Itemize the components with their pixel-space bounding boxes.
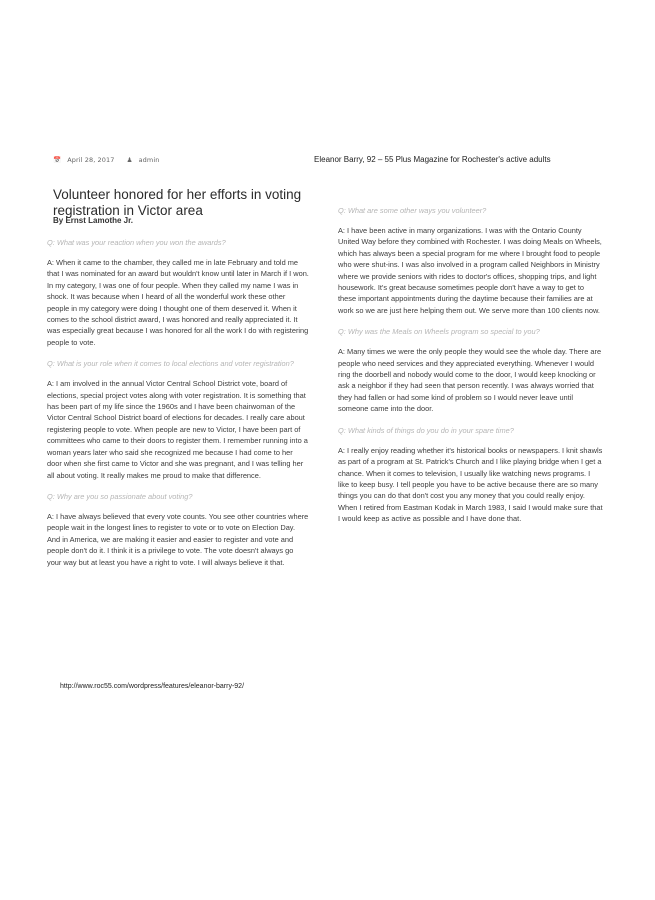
- question: Q: What kinds of things do you do in your spare time?: [338, 425, 514, 435]
- post-author: admin: [138, 156, 160, 164]
- article-byline: By Ernst Lamothe Jr.: [53, 216, 134, 225]
- article-title: Volunteer honored for her efforts in voting registration in Victor area: [53, 187, 302, 219]
- left-column: [47, 237, 309, 578]
- question: Q: What is your role when it comes to local elections and voter registration?: [47, 359, 294, 369]
- post-meta: [53, 156, 165, 164]
- answer: A: I am involved in the annual Victor Central School District vote, board of elections, special project votes along with voter registration. It is something that has been part of my life since the 1960s and I have been chairwoman of the Victor Central School District board of elections for decades. I really care about registering people to vote. When people are new to Victor, I have been part of committees who came to their doors to register them. I remember running into a woman years later who said she recognized me because I had come to her door when she first came to Victor and she was pregnant, and I was telling her all about voting. It really makes me proud to make that difference.: [47, 379, 308, 480]
- source-url: http://www.roc55.com/wordpress/features/eleanor-barry-92/: [60, 683, 245, 690]
- post-date: April 28, 2017: [67, 156, 115, 164]
- answer: A: When it came to the chamber, they called me in late February and told me that I was nominated for an award but wouldn't know until later in March if I won. In my category, I was one of four people. When they called my name I was in shock. It was because when I heard of all the wonderful work these other people in my category were doing I thought one of them deserved it. When it comes to the school district award, I was honored and really appreciated it. It was especially great because I was honored for all the work I do with registering people to vote.: [47, 258, 309, 347]
- answer: A: Many times we were the only people they would see the whole day. There are people who need services and they appreciated everything. Whenever I would ring the doorbell and nobody would come to the door, I would keep knocking or ask a neighbor if they had seen that person recently. I was always worried that they had fallen or had some kind of problem so I would never leave until someone came into the door.: [338, 347, 602, 414]
- source-header: Eleanor Barry, 92 – 55 Plus Magazine for Rochester's active adults: [314, 155, 551, 164]
- question: Q: What are some other ways you volunteer?: [338, 206, 487, 215]
- answer: A: I have always believed that every vote counts. You see other countries where people wait in the longest lines to register to vote or to vote on Election Day. And in America, we are making it easier and easier to register and vote and people don't do it. I think it is a privilege to vote. The vote doesn't always go your way but at least you have a right to vote. I will always believe it that.: [47, 511, 309, 567]
- right-column: [338, 205, 603, 535]
- question: Q: Why was the Meals on Wheels program so special to you?: [338, 327, 540, 337]
- question: Q: What was your reaction when you won the awards?: [47, 238, 226, 247]
- user-icon: ♟: [126, 156, 133, 164]
- calendar-icon: 📅: [53, 156, 62, 164]
- question: Q: Why are you so passionate about voting?: [47, 491, 193, 501]
- answer: A: I have been active in many organizations. I was with the Ontario County United Way before they combined with Rochester. I was doing Meals on Wheels, which has always been a special program for me where I brought food to people who were shut-ins. I was also involved in a program called Neighbors in Ministry where we provide seniors with rides to doctor's offices, shopping trips, and light housework. It's great because sometimes people don't have a way to get to these important appointments during the daytime because their families are at work so we are just here helping them out. We serve more than 100 clients now.: [338, 226, 602, 315]
- answer: A: I really enjoy reading whether it's historical books or newspapers. I knit shawls as part of a program at St. Patrick's Church and I like playing bridge when I get a chance. When it comes to television, I usually like watching news programs. I like to keep busy. I tell people you have to be active because there are so many things you can do that don't cost you any money that you could really enjoy. When I retired from Eastman Kodak in March 1983, I said I would make sure that I would keep as active as possible and I have done that.: [338, 445, 603, 524]
